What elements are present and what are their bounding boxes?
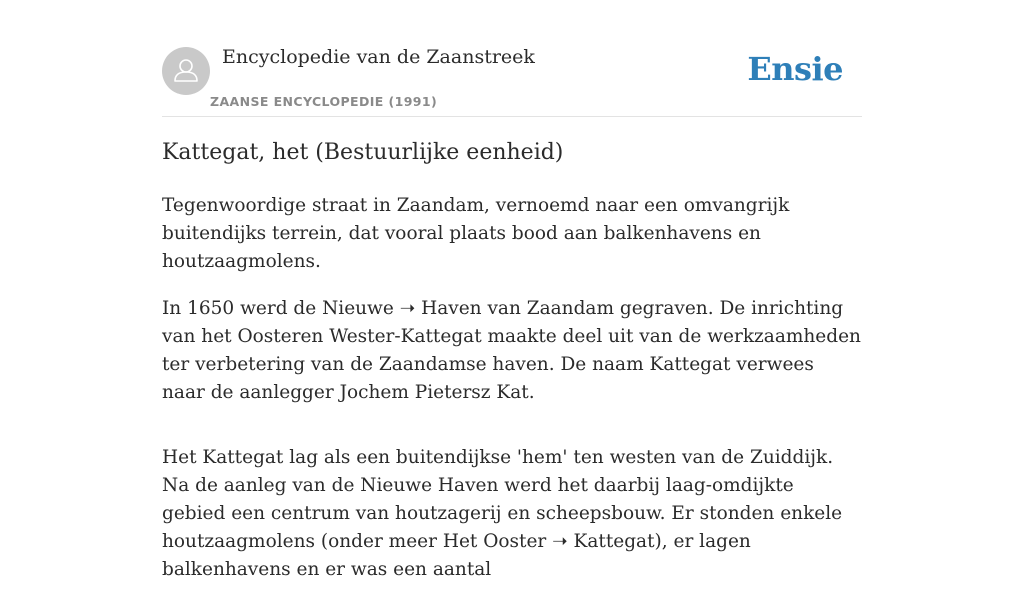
entry-body: [162, 192, 862, 603]
paragraph-1: Tegenwoordige straat in Zaandam, vernoemd naar een omvangrijk buitendijks terrein, dat vooral plaats bood aan balkenhavens en houtzaagmolens.: [162, 195, 790, 272]
paragraph-3-text-b: Kattegat), er lagen balkenhavens en er was een aantal: [162, 531, 751, 580]
paragraph-3: [162, 444, 862, 584]
paragraph-3-text-a: Het Kattegat lag als een buitendijkse 'hem' ten westen van de Zuiddijk. Na de aanleg van de Nieuwe Haven werd het daarbij laag-omdijkte gebied een centrum van houtzagerij en scheepsbouw. Er stonden enkele houtzaagmolens (onder meer Het Ooster: [162, 447, 843, 552]
paragraph-2: [162, 295, 862, 407]
source-title[interactable]: Encyclopedie van de Zaanstreek: [222, 46, 535, 68]
paragraph-2-text-b: Haven van Zaandam gegraven. De inrichting van het Oosteren Wester-Kattegat maakte deel uit van de werkzaamheden ter verbetering van de Zaandamse haven. De naam Kattegat verwees naar de aanlegger Jochem Pietersz Kat.: [162, 298, 861, 403]
page-container: [162, 0, 862, 580]
entry-header: [162, 0, 862, 117]
ensie-logo[interactable]: Ensie: [747, 50, 843, 88]
reference-arrow-icon[interactable]: ➝: [399, 298, 416, 319]
source-subtitle[interactable]: ZAANSE ENCYCLOPEDIE (1991): [210, 94, 438, 109]
paragraph-2-text-a: In 1650 werd de Nieuwe: [162, 298, 400, 319]
reference-arrow-icon[interactable]: ➝: [552, 531, 568, 552]
user-silhouette-icon[interactable]: [162, 47, 210, 95]
entry-title: Kattegat, het (Bestuurlijke eenheid): [162, 140, 564, 165]
